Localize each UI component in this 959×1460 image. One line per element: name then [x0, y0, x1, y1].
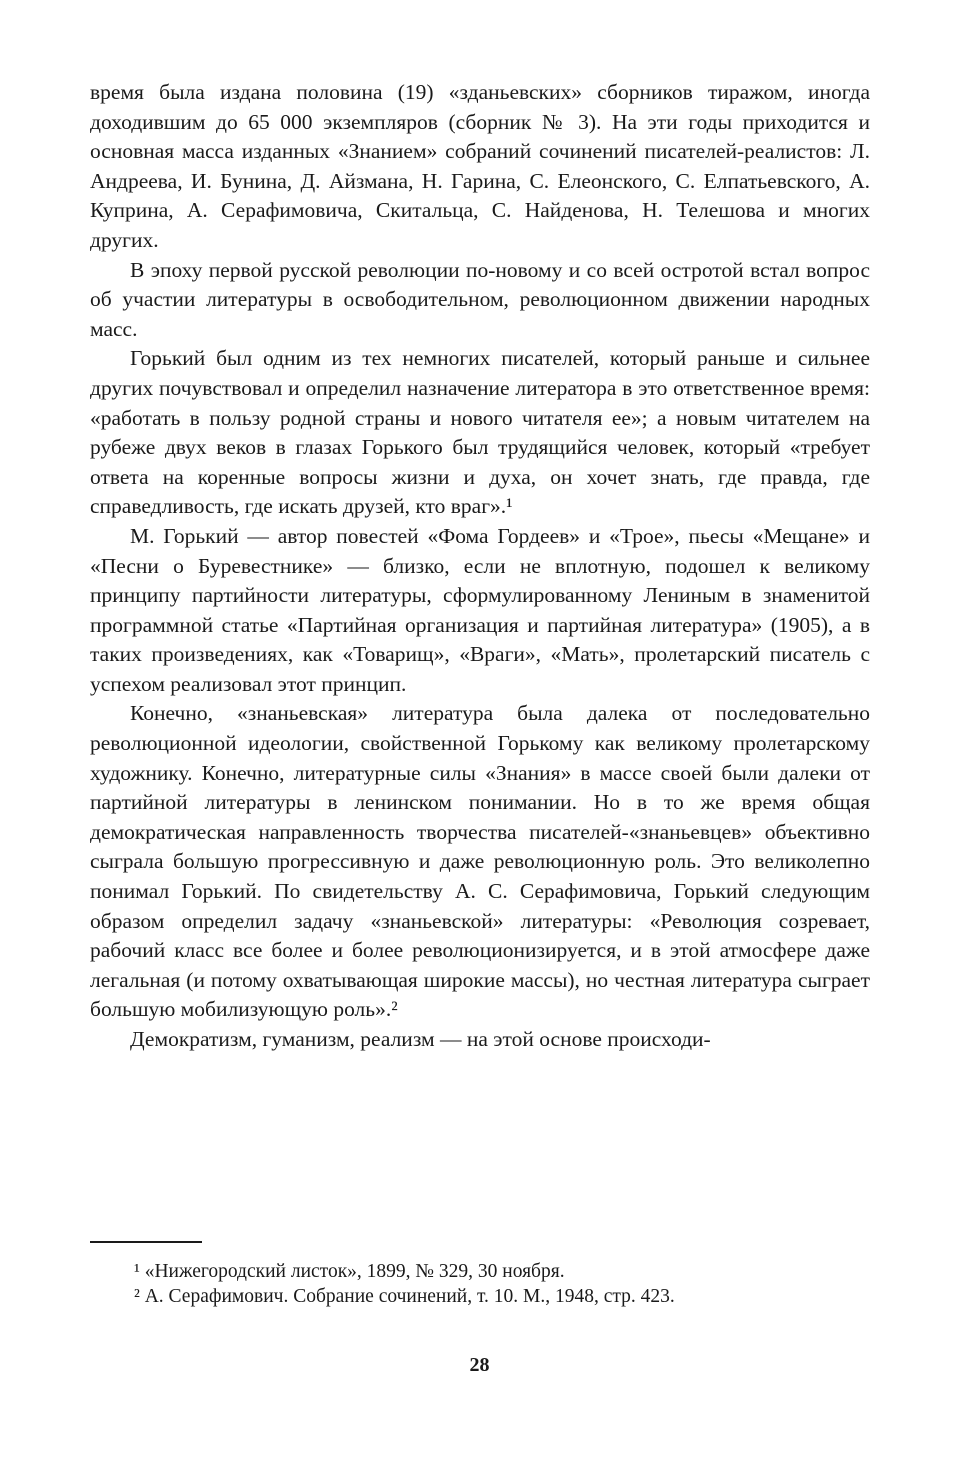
paragraph-6: Демократизм, гуманизм, реализм — на этой основе происходи-	[130, 1027, 711, 1051]
footnote-1: ¹ «Нижегородский листок», 1899, № 329, 30 ноября.	[134, 1261, 565, 1282]
paragraph-4: М. Горький — автор повестей «Фома Гордеев» и «Трое», пьесы «Мещане» и «Песни о Буревестнике» — близко, если не вплотную, подошел к великому принципу партийности литературы, сформулированному Лениным в знаменитой программной статье «Партийная организация и партийная литература» (1905), а в таких произведениях, как «Товарищ», «Враги», «Мать», пролетарский писатель с успехом реализовал этот принцип.	[90, 523, 870, 696]
footnote-divider	[90, 1241, 202, 1243]
paragraph-5: Конечно, «знаньевская» литература была далека от последовательно революционной идеологии, свойственной Горькому как великому пролетарскому художнику. Конечно, литературные силы «Знания» в массе своей были далеки от партийной литературы в ленинском понимании. Но в то же время общая демократическая направленность творчества писателей-«знаньевцев» объективно сыграла большую прогрессивную и даже революционную роль. Это великолепно понимал Горький. По свидетельству А. С. Серафимовича, Горький следующим образом определил задачу «знаньевской» литературы: «Революция созревает, рабочий класс все более и более революционизируется, и в этой атмосфере даже легальная (и потому охватывающая широкие массы), но честная литература сыграет большую мобилизующую роль».²	[90, 701, 870, 1022]
footnote-2: ² А. Серафимович. Собрание сочинений, т. 10. М., 1948, стр. 423.	[134, 1286, 675, 1307]
page-number: 28	[469, 1354, 490, 1376]
paragraph-2: В эпоху первой русской революции по-новому и со всей остротой встал вопрос об участии литературы в освободительном, революционном движении народных масс.	[90, 257, 870, 341]
paragraph-1: время была издана половина (19) «зданьевских» сборников тиражом, иногда доходившим до 65 000 экземпляров (сборник № 3). На эти годы приходится и основная масса изданных «Знанием» собраний сочинений писателей-реалистов: Л. Андреева, И. Бунина, Д. Айзмана, Н. Гарина, С. Елеонского, С. Елпатьевского, А. Куприна, А. Серафимовича, Скитальца, С. Найденова, Н. Телешова и многих других.	[90, 80, 870, 252]
footnotes	[90, 1259, 870, 1309]
paragraph-3: Горький был одним из тех немногих писателей, который раньше и сильнее других почувствовал и определил назначение литератора в это ответственное время: «работать в пользу родной страны и нового читателя ее»; а новым читателем на рубеже двух веков в глазах Горького был трудящийся человек, который «требует ответа на коренные вопросы жизни и духа, он хочет знать, где правда, где справедливость, где искать друзей, кто враг».¹	[90, 346, 870, 519]
page-body	[90, 78, 870, 1055]
